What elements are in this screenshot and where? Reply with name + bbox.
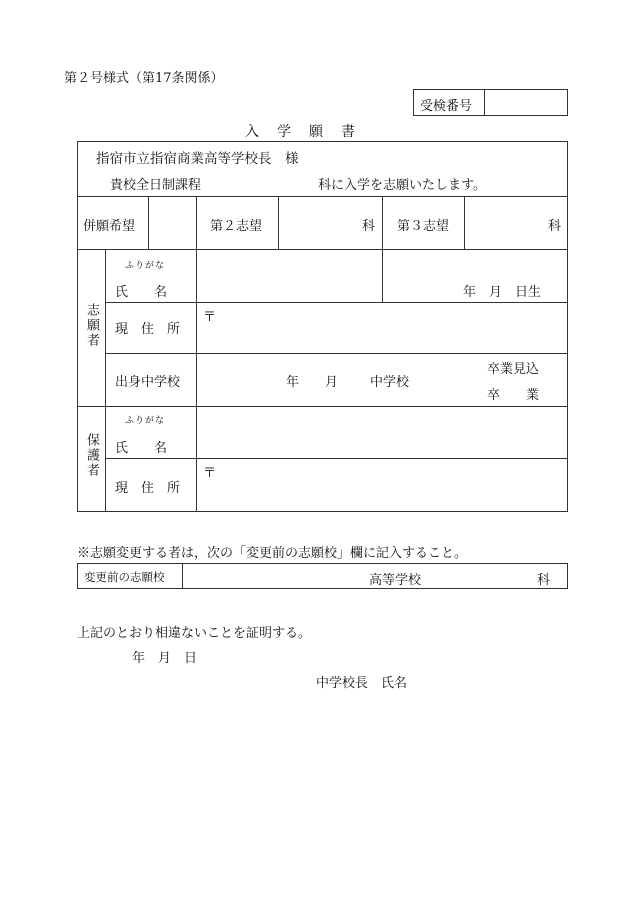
guardian-address-field[interactable]	[220, 460, 565, 510]
exam-number-field[interactable]	[485, 90, 567, 115]
previous-school-field[interactable]	[184, 564, 364, 588]
change-row-dept-unit: 科	[537, 573, 551, 588]
certification-date: 年 月 日	[132, 651, 198, 666]
previous-dept-field[interactable]	[438, 564, 533, 588]
third-choice-unit: 科	[548, 219, 562, 234]
applicant-postal-mark: 〒	[203, 310, 217, 325]
principal-signature-label: 中学校長 氏名	[316, 676, 408, 691]
applicant-section-label: 志願者	[84, 303, 99, 348]
graduated-option[interactable]: 卒 業	[487, 388, 540, 403]
guardian-postal-mark: 〒	[203, 466, 217, 481]
guardian-address-label: 現 住 所	[115, 481, 181, 496]
change-row-school-suffix: 高等学校	[369, 573, 422, 588]
applicant-name-field[interactable]	[198, 250, 380, 300]
second-choice-label: 第２志望	[210, 219, 263, 234]
course-prefix: 貴校全日制課程	[110, 178, 202, 193]
guardian-section-label: 保護者	[84, 433, 99, 478]
applicant-name-label: 氏 名	[115, 285, 168, 300]
course-field[interactable]	[210, 170, 315, 190]
change-row-label: 変更前の志願校	[84, 570, 165, 584]
third-choice-field[interactable]	[466, 197, 546, 248]
applicant-birthdate-field[interactable]	[384, 250, 454, 300]
third-choice-label: 第３志望	[397, 219, 450, 234]
change-row	[77, 563, 568, 589]
certification-text: 上記のとおり相違ないことを証明する。	[77, 626, 312, 641]
applicant-address-field[interactable]	[220, 304, 565, 350]
page-title: 入 学 願 書	[245, 124, 357, 140]
guardian-name-label: 氏 名	[115, 441, 168, 456]
second-choice-unit: 科	[362, 219, 376, 234]
course-suffix: 科に入学を志願いたします。	[318, 178, 486, 193]
applicant-furigana-label: ふりがな	[125, 261, 166, 271]
concurrent-field[interactable]	[149, 197, 195, 248]
applicant-birth-label: 年 月 日生	[463, 285, 542, 300]
exam-number-box	[413, 89, 568, 116]
exam-number-label: 受検番号	[420, 99, 473, 114]
second-choice-field[interactable]	[280, 197, 360, 248]
guardian-furigana-label: ふりがな	[125, 416, 166, 426]
form-number: 第２号様式（第17条関係）	[64, 71, 224, 86]
applicant-school-suffix: 中学校	[370, 375, 410, 390]
concurrent-label: 併願希望	[83, 219, 136, 234]
change-note: ※志願変更する者は，次の「変更前の志願校」欄に記入すること。	[77, 546, 468, 561]
applicant-school-date: 年 月	[286, 375, 339, 390]
applicant-address-label: 現 住 所	[115, 322, 181, 337]
graduation-expected-option[interactable]: 卒業見込	[487, 362, 540, 377]
guardian-name-field[interactable]	[198, 408, 566, 456]
addressee: 指宿市立指宿商業高等学校長 様	[96, 151, 299, 167]
applicant-school-label: 出身中学校	[115, 375, 181, 390]
